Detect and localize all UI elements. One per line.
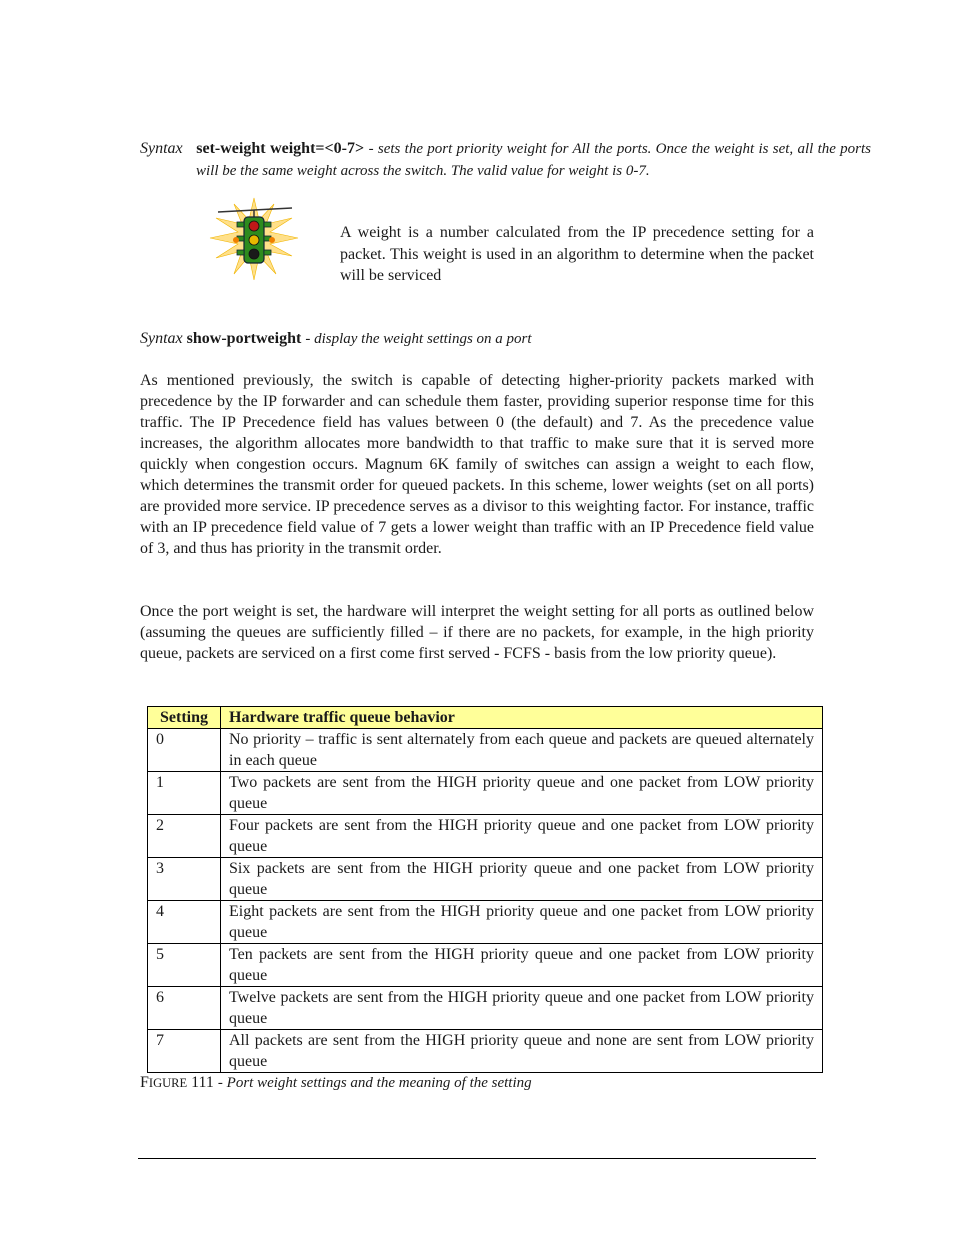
- syntax-set-weight: [140, 138, 871, 182]
- table-row: [148, 901, 823, 944]
- cell-setting: 7: [148, 1030, 221, 1073]
- cell-setting: 1: [148, 772, 221, 815]
- cell-setting: 3: [148, 858, 221, 901]
- caption-caps: IGURE: [148, 1076, 188, 1090]
- weight-settings-table: [147, 706, 823, 1073]
- cell-behavior: All packets are sent from the HIGH priority queue and none are sent from LOW priority queue: [221, 1030, 823, 1073]
- cell-setting: 6: [148, 987, 221, 1030]
- table-row: [148, 1030, 823, 1073]
- syntax-show-portweight: [140, 328, 815, 350]
- cell-setting: 0: [148, 729, 221, 772]
- caption-first-letter: F: [140, 1074, 149, 1091]
- table-row: [148, 815, 823, 858]
- footer-divider: [138, 1158, 816, 1159]
- caption-number: 111: [191, 1074, 214, 1091]
- cell-behavior: Six packets are sent from the HIGH priority queue and one packet from LOW priority queue: [221, 858, 823, 901]
- header-setting: Setting: [148, 707, 221, 729]
- table-row: [148, 987, 823, 1030]
- header-behavior: Hardware traffic queue behavior: [221, 707, 823, 729]
- figure-caption: [140, 1072, 532, 1094]
- syntax-label: Syntax: [140, 140, 183, 157]
- cell-behavior: No priority – traffic is sent alternately from each queue and packets are queued alternately in each queue: [221, 729, 823, 772]
- cell-setting: 5: [148, 944, 221, 987]
- table-header-row: [148, 707, 823, 729]
- table-row: [148, 772, 823, 815]
- cell-behavior: Two packets are sent from the HIGH priority queue and one packet from LOW priority queue: [221, 772, 823, 815]
- table-row: [148, 944, 823, 987]
- cell-setting: 4: [148, 901, 221, 944]
- cell-behavior: Four packets are sent from the HIGH priority queue and one packet from LOW priority queue: [221, 815, 823, 858]
- syntax-description: - display the weight settings on a port: [305, 331, 532, 347]
- cell-behavior: Twelve packets are sent from the HIGH priority queue and one packet from LOW priority queue: [221, 987, 823, 1030]
- table-row: [148, 729, 823, 772]
- weight-note: A weight is a number calculated from the IP precedence setting for a packet. This weight is used in an algorithm to determine when the packet will be serviced: [340, 224, 814, 284]
- command-show-portweight: show-portweight: [186, 330, 302, 347]
- cell-setting: 2: [148, 815, 221, 858]
- paragraph-port-weight: Once the port weight is set, the hardware will interpret the weight setting for all ports as outlined below (assuming the queues are sufficiently filled – if there are no packets, for example, in the high priority queue, packets are serviced on a first come first served - FCFS - basis from the low priority queue).: [140, 603, 814, 662]
- syntax-description: - sets the port priority weight for All the ports. Once the weight is set, all the ports will be the same weight across the switch. The valid value for weight is 0-7.: [196, 141, 872, 179]
- table-row: [148, 858, 823, 901]
- command-set-weight: set-weight weight=<0-7>: [196, 140, 365, 157]
- cell-behavior: Ten packets are sent from the HIGH priority queue and one packet from LOW priority queue: [221, 944, 823, 987]
- syntax-label: Syntax: [140, 330, 183, 347]
- cell-behavior: Eight packets are sent from the HIGH priority queue and one packet from LOW priority queue: [221, 901, 823, 944]
- traffic-light-icon: [208, 196, 300, 282]
- caption-text: - Port weight settings and the meaning of the setting: [217, 1075, 532, 1091]
- paragraph-precedence: As mentioned previously, the switch is capable of detecting higher-priority packets marked with precedence by the IP forwarder and can schedule them faster, providing superior response time for this traffic. The IP Precedence field has values between 0 (the default) and 7. As the precedence value increases, the algorithm allocates more bandwidth to that traffic to make sure that it is served more quickly when congestion occurs. Magnum 6K family of switches can assign a weight to each flow, which determines the transmit order for queued packets. In this scheme, lower weights (set on all ports) are provided more service. IP precedence serves as a divisor to this weighting factor. For instance, traffic with an IP precedence field value of 7 gets a lower weight than traffic with an IP Precedence field value of 3, and thus has priority in the transmit order.: [140, 372, 814, 557]
